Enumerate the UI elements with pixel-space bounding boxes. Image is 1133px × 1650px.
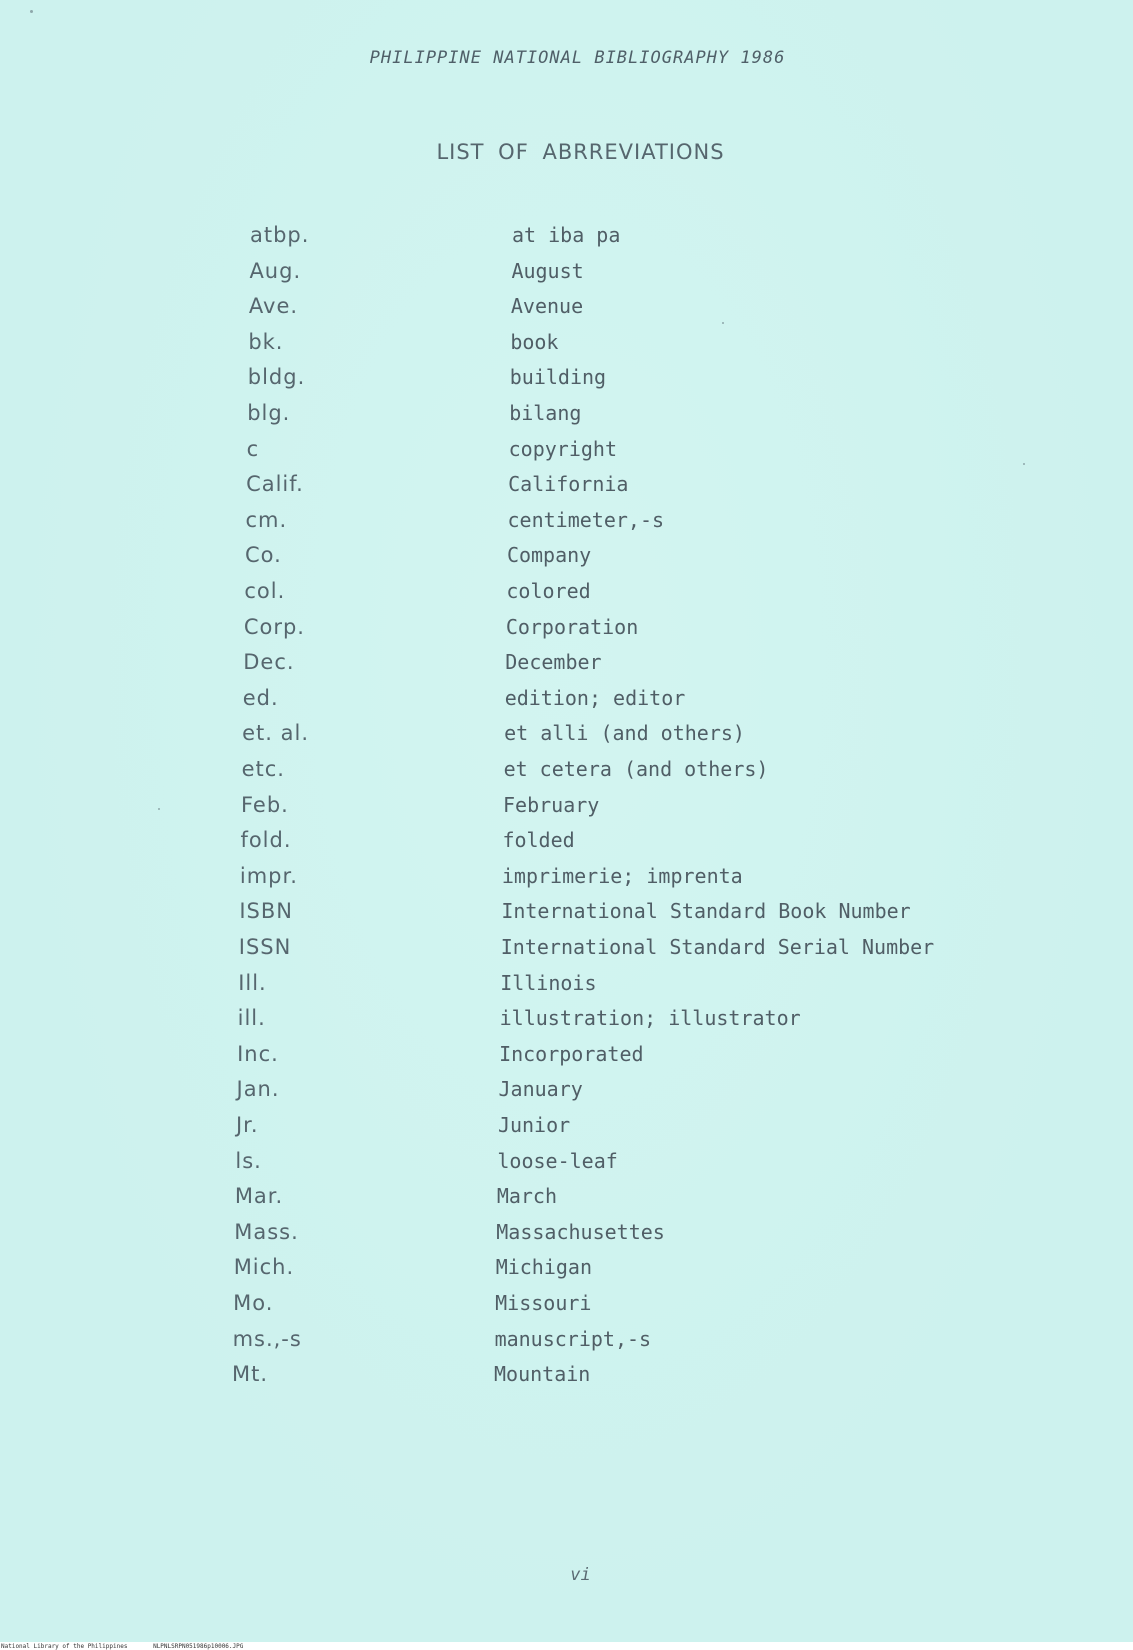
abbreviation-meaning: Incorporated [499, 1041, 644, 1066]
abbreviation-meaning: edition; editor [504, 685, 686, 710]
abbreviation-meaning: illustration; illustrator [499, 1006, 801, 1031]
abbreviation-row [249, 289, 1133, 323]
abbreviation-meaning: loose-leaf [497, 1148, 618, 1173]
abbreviation-meaning: copyright [508, 436, 617, 461]
abbreviation-row [234, 1215, 1133, 1249]
abbreviation-term: Mich. [233, 1255, 295, 1280]
abbreviation-meaning: Junior [497, 1113, 571, 1137]
abbreviation-row [244, 610, 1133, 644]
abbreviation-term: Mo. [233, 1291, 274, 1315]
abbreviation-row [242, 752, 1133, 786]
abbreviation-row [246, 503, 1133, 537]
abbreviation-meaning: at iba pa [512, 223, 621, 247]
abbreviation-row [234, 1250, 1133, 1284]
abbreviation-term: Aug. [249, 258, 302, 283]
abbreviation-term: Calif. [246, 472, 304, 497]
abbreviation-term: blg. [247, 401, 291, 425]
abbreviation-row [239, 930, 1133, 964]
abbreviation-term: impr. [239, 863, 298, 888]
abbreviation-row [239, 894, 1133, 928]
dust-speck [158, 808, 160, 810]
abbreviation-meaning: et cetera (and others) [503, 757, 769, 781]
abbreviation-meaning: Mountain [494, 1362, 591, 1387]
abbreviation-term: Jr. [235, 1113, 259, 1137]
abbreviation-meaning: August [511, 258, 584, 283]
abbreviation-term: Corp. [243, 614, 305, 639]
abbreviation-meaning: Massachusettes [496, 1219, 665, 1244]
abbreviation-meaning: Avenue [510, 294, 584, 319]
abbreviation-row [232, 1357, 1132, 1391]
abbreviation-term: atbp. [250, 223, 310, 247]
abbreviation-meaning: Illinois [500, 970, 597, 995]
abbreviation-term: ill. [237, 1006, 266, 1031]
abbreviation-meaning: et alli (and others) [504, 721, 745, 746]
abbreviation-term: Co. [244, 543, 282, 568]
abbreviation-meaning: centimeter,-s [507, 507, 665, 532]
abbreviation-term: ISBN [239, 899, 293, 924]
abbreviation-meaning: February [503, 792, 600, 817]
abbreviation-meaning: January [498, 1077, 583, 1102]
abbreviation-term: Inc. [237, 1041, 279, 1066]
abbreviation-row [237, 1072, 1133, 1106]
abbreviation-row [249, 254, 1133, 288]
abbreviation-row [237, 1037, 1133, 1071]
abbreviation-term: etc. [241, 757, 285, 781]
abbreviation-row [247, 396, 1133, 430]
abbreviation-row [238, 1001, 1133, 1035]
abbreviation-term: Mt. [232, 1362, 269, 1387]
abbreviation-row [240, 859, 1133, 893]
abbreviation-meaning: California [508, 472, 629, 497]
abbreviation-meaning: manuscript,-s [494, 1326, 652, 1351]
abbreviation-meaning: International Standard Serial Number [500, 935, 935, 959]
abbreviation-meaning: Company [506, 543, 592, 568]
scan-footer [0, 1643, 265, 1650]
abbreviation-term: Mass. [234, 1219, 299, 1244]
abbreviation-term: c [246, 436, 260, 461]
abbreviation-meaning: bilang [509, 401, 582, 425]
abbreviation-term: fold. [240, 828, 292, 853]
abbreviation-row [243, 645, 1133, 679]
footer-institution: National Library of the Philippines [1, 1643, 128, 1650]
abbreviation-meaning: International Standard Book Number [501, 899, 911, 924]
page-number: vi [570, 1565, 591, 1585]
abbreviation-row [244, 574, 1133, 608]
abbreviation-meaning: building [509, 365, 607, 390]
abbreviation-row [238, 966, 1133, 1000]
abbreviation-row [250, 218, 1133, 252]
abbreviation-row [243, 681, 1133, 715]
abbreviation-term: Ill. [238, 970, 267, 995]
abbreviation-row [235, 1144, 1133, 1178]
page-title: LIST OF ABRREVIATIONS [436, 140, 725, 164]
abbreviation-row [247, 432, 1133, 466]
abbreviation-meaning: Corporation [505, 614, 639, 639]
abbreviation-term: ls. [235, 1148, 262, 1173]
abbreviation-row [240, 823, 1133, 857]
abbreviation-term: ms.,-s [232, 1326, 302, 1351]
abbreviation-meaning: Michigan [495, 1255, 593, 1280]
abbreviation-row [233, 1322, 1133, 1356]
abbreviation-row [246, 467, 1133, 501]
abbreviation-meaning: December [505, 650, 602, 675]
abbreviation-row [235, 1179, 1133, 1213]
abbreviation-row [233, 1286, 1133, 1320]
abbreviation-term: Ave. [248, 294, 299, 319]
abbreviation-term: bldg. [247, 365, 306, 390]
abbreviation-term: ed. [242, 685, 279, 710]
abbreviation-term: col. [244, 579, 286, 603]
abbreviation-meaning: imprimerie; imprenta [501, 863, 743, 888]
abbreviation-row [245, 538, 1133, 572]
abbreviation-meaning: Missouri [495, 1291, 592, 1315]
abbreviation-meaning: colored [506, 579, 591, 603]
footer-file-name: NLPNLSRPN051986p10006.JPG [153, 1643, 244, 1650]
abbreviation-term: Jan. [236, 1077, 280, 1102]
dust-speck [30, 10, 33, 13]
abbreviation-row [242, 716, 1133, 750]
abbreviation-term: Mar. [234, 1184, 284, 1209]
abbreviation-term: cm. [245, 507, 288, 532]
abbreviation-meaning: March [496, 1184, 558, 1209]
abbreviation-meaning: folded [502, 828, 575, 853]
abbreviation-term: Dec. [243, 650, 295, 675]
abbreviation-row [248, 360, 1133, 394]
abbreviation-row [236, 1108, 1133, 1142]
abbreviation-row [248, 325, 1133, 359]
abbreviation-term: et. al. [242, 721, 310, 746]
abbreviation-meaning: book [510, 329, 559, 354]
running-head: PHILIPPINE NATIONAL BIBLIOGRAPHY 1986 [369, 48, 786, 68]
abbreviation-row [241, 788, 1133, 822]
abbreviation-term: bk. [248, 329, 284, 354]
abbreviation-term: Feb. [241, 792, 289, 817]
abbreviation-term: ISSN [238, 935, 292, 959]
